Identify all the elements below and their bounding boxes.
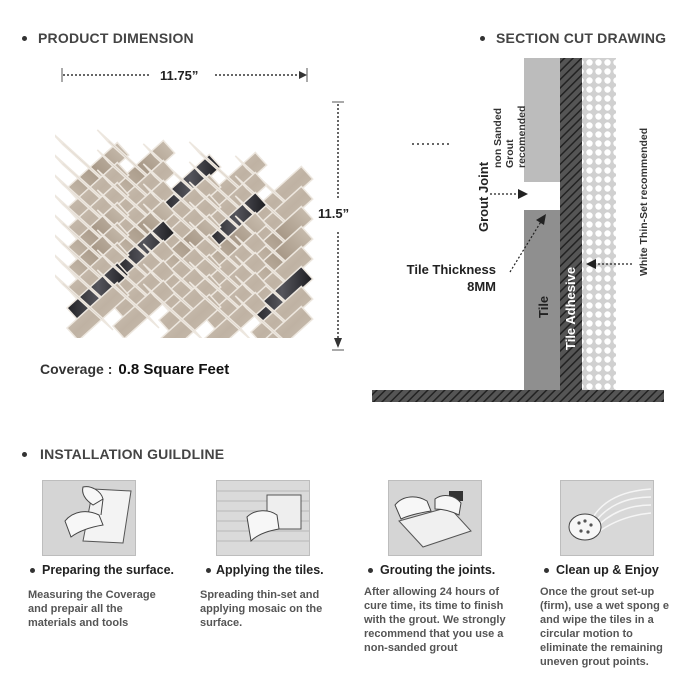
step-1-description: Measuring the Coverage and prepair all the materials and tools	[28, 589, 156, 629]
bullet-icon	[368, 568, 373, 573]
grout-note-label: non Sanded Grout recomended	[492, 105, 528, 168]
step-1-title: Preparing the surface.	[42, 563, 174, 577]
product-dimension-heading: PRODUCT DIMENSION	[38, 30, 194, 46]
bullet-icon	[544, 568, 549, 573]
section-cut-heading: SECTION CUT DRAWING	[496, 30, 667, 46]
installation-heading: INSTALLATION GUILDLINE	[40, 446, 225, 462]
coverage-value: 0.8 Square Feet	[118, 361, 230, 378]
thinset-layer	[582, 58, 616, 390]
grout-block	[524, 58, 560, 182]
coverage-label: Coverage :	[40, 361, 113, 377]
coverage-row	[40, 361, 229, 378]
adhesive-label: Tile Adhesive	[563, 266, 578, 350]
grout-float-icon	[388, 480, 482, 556]
height-dimension-line	[328, 100, 348, 356]
step-4-title: Clean up & Enjoy	[556, 563, 659, 577]
step-3-title: Grouting the joints.	[380, 563, 496, 577]
tile-label: Tile	[536, 295, 551, 318]
width-label: 11.75”	[160, 68, 199, 83]
grout-joint-label: Grout Joint	[476, 161, 491, 232]
trowel-hand-icon	[216, 480, 310, 556]
step-4-description: Once the grout set-up (firm), use a wet spong e and wipe the tiles in a circular motion to eliminate the remaining uneven grout points.	[540, 586, 669, 668]
tile-thickness-callout	[400, 262, 496, 294]
floor-base	[372, 390, 664, 402]
bullet-icon	[206, 568, 211, 573]
bullet-icon	[22, 452, 27, 457]
sponge-wipe-icon	[560, 480, 654, 556]
herringbone-mosaic-sheet	[55, 88, 315, 338]
bullet-icon	[480, 36, 485, 41]
tile-thickness-label: Tile Thickness	[406, 262, 496, 277]
bullet-icon	[30, 568, 35, 573]
tile-thickness-value: 8MM	[467, 279, 496, 294]
height-label: 11.5”	[318, 206, 350, 221]
bullet-icon	[22, 36, 27, 41]
step-2-title: Applying the tiles.	[216, 563, 324, 577]
step-2-description: Spreading thin-set and applying mosaic on the surface.	[200, 589, 323, 629]
measuring-hands-icon	[42, 480, 136, 556]
thinset-note-label: White Thin-Set recommended	[638, 127, 650, 276]
step-3-description: After allowing 24 hours of cure time, its time to finish with the grout. We strongly recommend that you use a non-sanded grout	[364, 586, 506, 654]
